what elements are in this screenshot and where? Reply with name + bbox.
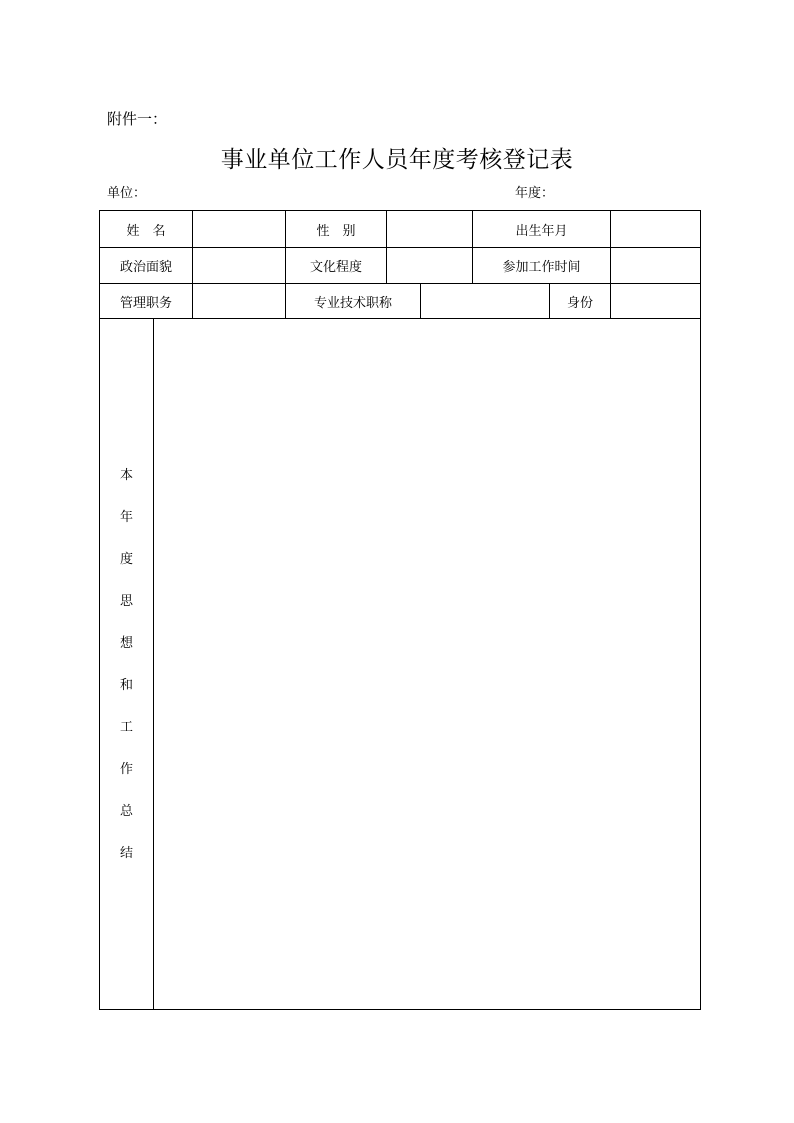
position-label: 管理职务 xyxy=(119,295,172,311)
name-label: 姓 名 xyxy=(126,223,166,239)
summary-char: 结 xyxy=(119,846,133,861)
summary-char: 本 xyxy=(119,468,133,483)
political-field[interactable] xyxy=(193,248,285,283)
birth-field[interactable] xyxy=(611,211,700,247)
summary-char: 思 xyxy=(119,594,133,609)
summary-char: 总 xyxy=(119,804,133,819)
summary-content-area[interactable] xyxy=(154,319,700,1009)
tech-title-label: 专业技术职称 xyxy=(313,295,392,311)
unit-label: 单位： xyxy=(107,186,147,201)
summary-char: 工 xyxy=(119,720,133,735)
summary-char: 想 xyxy=(119,636,133,651)
gender-field[interactable] xyxy=(387,211,472,247)
education-label: 文化程度 xyxy=(309,260,362,275)
position-field[interactable] xyxy=(193,284,285,318)
summary-char: 度 xyxy=(119,552,133,567)
identity-label: 身份 xyxy=(566,295,593,311)
birth-label: 出生年月 xyxy=(515,223,568,239)
year-label: 年度： xyxy=(515,186,555,201)
summary-char: 年 xyxy=(119,510,133,525)
attachment-label: 附件一： xyxy=(107,110,168,128)
summary-char: 作 xyxy=(119,762,133,777)
summary-char: 和 xyxy=(119,678,133,693)
gender-label: 性 别 xyxy=(316,223,356,239)
identity-field[interactable] xyxy=(611,284,700,318)
name-field[interactable] xyxy=(193,211,285,247)
tech-title-field[interactable] xyxy=(421,284,549,318)
summary-label xyxy=(100,464,153,884)
page-title: 事业单位工作人员年度考核登记表 xyxy=(220,147,574,173)
political-label: 政治面貌 xyxy=(119,260,172,275)
work-start-field[interactable] xyxy=(611,248,700,283)
education-field[interactable] xyxy=(387,248,472,283)
work-start-label: 参加工作时间 xyxy=(502,260,581,275)
